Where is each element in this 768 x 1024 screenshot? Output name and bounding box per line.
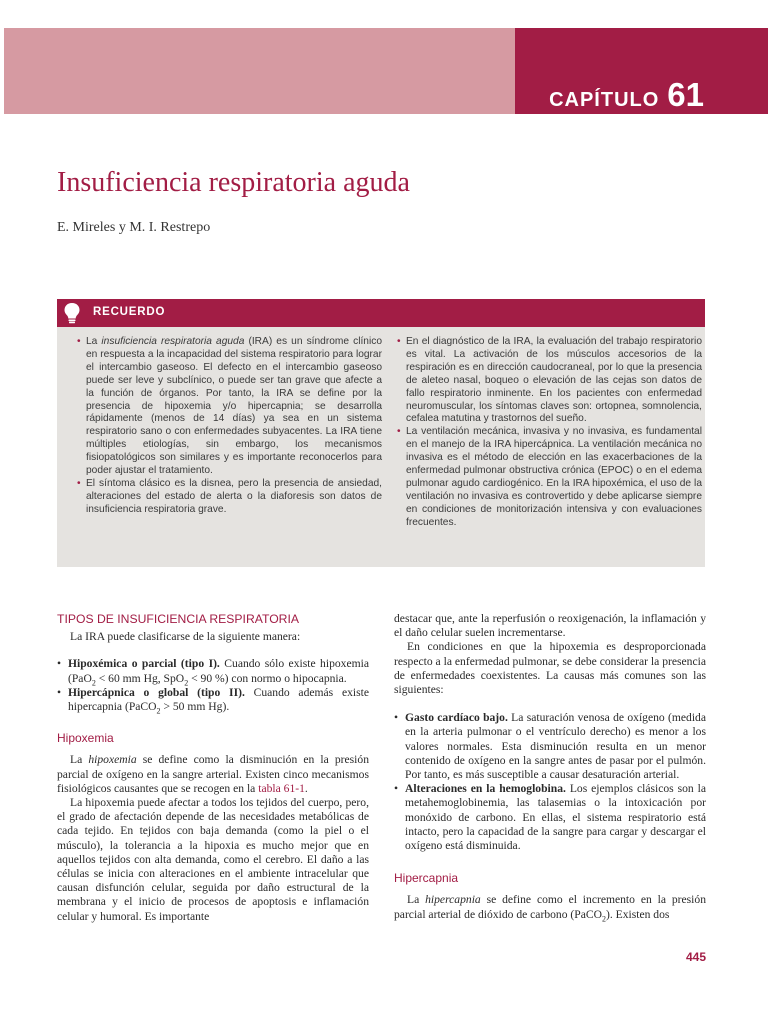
authors: E. Mireles y M. I. Restrepo [57, 220, 211, 235]
chapter-title: Insuficiencia respiratoria aguda [57, 167, 410, 198]
hipoxemia-paragraph-2: La hipoxemia puede afectar a todos los tejidos del cuerpo, pero, el grado de afectación depende de las necesidades metabólicas de cada tejido. En tejidos con baja demanda (como la piel o el músculo), la tolerancia a la hipoxia es mucho mejor que en aquellos tejidos con alta demanda, como el cerebro. El daño a las células se inicia con alteraciones en el ambiente intracelular que causan disfunción celular, seguida por daño estructural de la membrana y el inicio de procesos de apoptosis e inflamación celular y humoral. Es importante [57, 796, 369, 923]
hipercapnia-paragraph: La hipercapnia se define como el incremento en la presión parcial arterial de dióxido de carbono (PaCO$_2$). Existen dos [394, 893, 706, 923]
recuerdo-item: • En el diagnóstico de la IRA, la evaluación del trabajo respiratorio es vital. La activación de los músculos accesorios de la respiración es en dirección caudocraneal, por lo que la presencia de aleteo nasal, boqueo o elevación de las cejas son datos de fallo respiratorio inminente. En los pacientes con enfermedad neuromuscular, los síntomas claves son: ortopnea, somnolencia, cefalea matutina y trastornos del sueño. [397, 336, 702, 425]
hipoxemia-heading: Hipoxemia [57, 731, 114, 746]
recuerdo-header [57, 299, 705, 327]
body-right-column [394, 612, 706, 922]
recuerdo-item: • La insuficiencia respiratoria aguda (IRA) es un síndrome clínico en respuesta a la incapacidad del sistema respiratorio para lograr el intercambio gaseoso. El defecto en el intercambio gaseoso puede ser leve y subclínico, o puede ser tan grave que afecte a la función de órganos. Por tanto, la IRA se define por la presencia de hipoxemia y/o hipercapnia; se desarrolla rápidamente (menos de 14 días) ya sea en un sistema respiratorio sano o con enfermedades subyacentes. La IRA tiene múltiples etiologías, sin embargo, los mecanismos fisiopatológicos son similares y es importante reconocerlos para poder ajustar el tratamiento. [77, 336, 382, 477]
hipoxemia-paragraph-1: La hipoxemia se define como la disminución en la presión parcial de oxígeno en la sangre arterial. Existen cinco mecanismos fisiológicos causantes que se recogen en la tabla 61-1. [57, 753, 369, 795]
causes-list [394, 711, 706, 853]
recuerdo-left-column [77, 336, 382, 517]
table-link[interactable]: tabla 61-1 [258, 781, 305, 795]
hipercapnia-heading: Hipercapnia [394, 871, 459, 886]
chapter-number: 61 [667, 76, 704, 113]
recuerdo-heading: RECUERDO [93, 306, 166, 318]
recuerdo-right-column [397, 336, 702, 530]
recuerdo-item: • La ventilación mecánica, invasiva y no invasiva, es fundamental en el manejo de la IRA hipercápnica. La ventilación mecánica no invasiva es el método de elección en las exacerbaciones de la enfermedad pulmonar obstructiva crónica (EPOC) o en el edema pulmonar agudo cardiogénico. En la IRA hipoxémica, el uso de la ventilación no invasiva es controvertido y debe aplicarse siempre en condiciones de monitorización intensiva y con evaluaciones frecuentes. [397, 426, 702, 528]
chapter-header-band [0, 28, 768, 114]
list-item: • Hipoxémica o parcial (tipo I). Cuando sólo existe hipoxemia (PaO$_2$ < 60 mm Hg, SpO$_2$ < 90 %) con normo o hipocapnia. [57, 657, 369, 687]
header-band-light [4, 28, 515, 114]
intro-paragraph: La IRA puede clasificarse de la siguiente manera: [70, 630, 301, 644]
list-item: • Alteraciones en la hemoglobina. Los ejemplos clásicos son la metahemoglobinemia, las talasemias o la intoxicación por monóxido de carbono. En ellas, el sistema respiratorio está intacto, pero la capacidad de la sangre para cargar y descargar el oxígeno está disminuida. [394, 782, 706, 853]
section-heading: TIPOS DE INSUFICIENCIA RESPIRATORIA [57, 612, 299, 626]
lightbulb-icon [61, 301, 83, 325]
recuerdo-box [57, 299, 705, 567]
list-item: • Gasto cardíaco bajo. La saturación venosa de oxígeno (medida en la arteria pulmonar o el ventrículo derecho) es menor a los valores normales. Esta disminución resulta en un menor contenido de oxígeno en la sangre antes de pasar por el pulmón. Por tanto, es más susceptible a causar desaturación arterial. [394, 711, 706, 782]
page-number: 445 [685, 950, 706, 964]
body-left-column [57, 612, 369, 924]
chapter-label [549, 76, 704, 114]
recuerdo-item: • El síntoma clásico es la disnea, pero la presencia de ansiedad, alteraciones del estado de alerta o la diaforesis son datos de insuficiencia respiratoria grave. [77, 477, 382, 515]
continuation-paragraph: destacar que, ante la reperfusión o reoxigenación, la inflamación y el daño celular suelen incrementarse. [394, 612, 706, 640]
list-item: • Hipercápnica o global (tipo II). Cuando además existe hipercapnia (PaCO$_2$ > 50 mm Hg). [57, 685, 369, 716]
coexisting-paragraph: En condiciones en que la hipoxemia es desproporcionada respecto a la enfermedad pulmonar, se debe considerar la presencia de enfermedades coexistentes. La causas más comunes son las siguientes: [394, 640, 706, 697]
types-list [57, 657, 369, 714]
chapter-word: CAPÍTULO [549, 89, 660, 111]
